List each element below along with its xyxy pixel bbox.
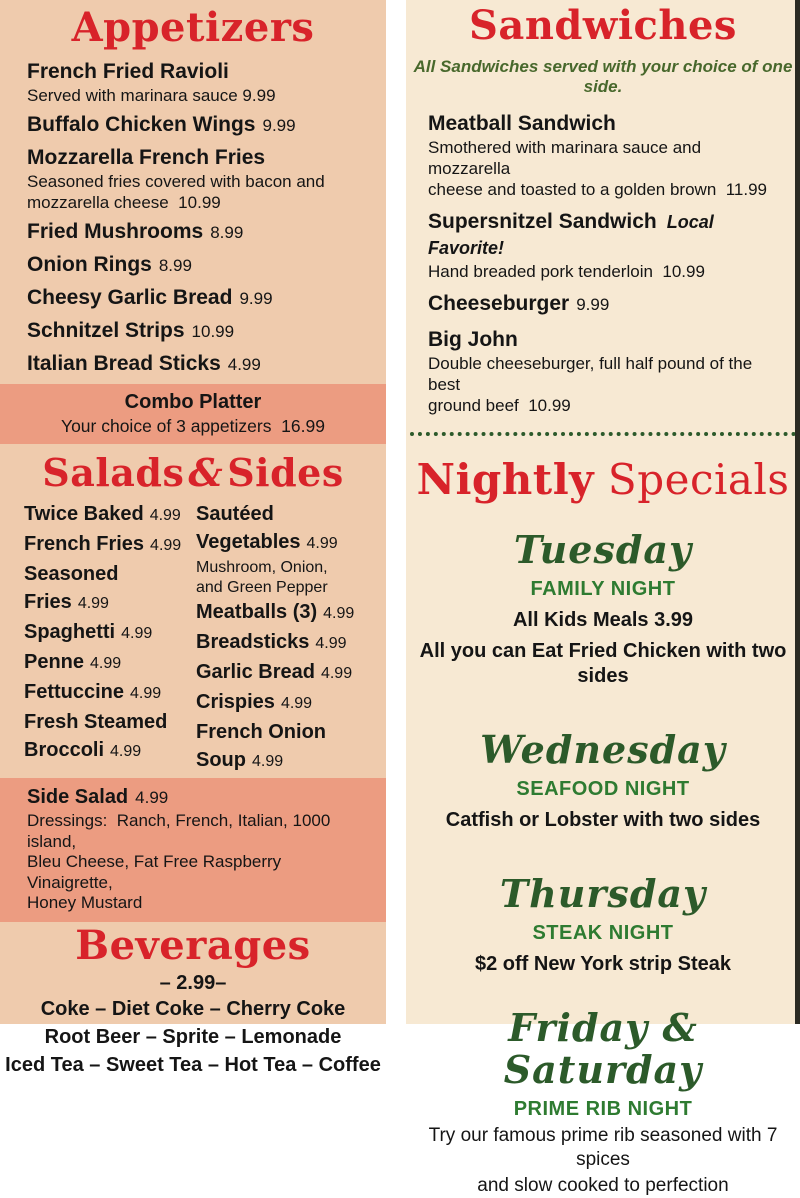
item-price: 4.99 xyxy=(150,537,182,555)
ampersand: & xyxy=(188,449,224,495)
combo-title: Combo Platter xyxy=(124,390,262,413)
item-name: Cheesy Garlic Bread xyxy=(27,285,233,309)
item-name: Fettuccine xyxy=(24,681,125,704)
menu-item xyxy=(24,648,196,678)
side-salad-banner xyxy=(0,778,386,922)
item-name: Cheeseburger xyxy=(428,291,570,315)
item-price: 4.99 xyxy=(121,625,153,643)
item-name: Spaghetti xyxy=(24,621,116,644)
menu-item xyxy=(27,318,370,345)
item-name: French Onion Soup xyxy=(196,721,326,772)
menu-item xyxy=(24,618,196,648)
item-desc: mozzarella cheese 10.99 xyxy=(27,192,221,212)
menu-item xyxy=(428,111,782,200)
special-line: Catfish or Lobster with two sides xyxy=(445,808,761,831)
item-price: 4.99 xyxy=(252,753,284,771)
item-name: Mozzarella French Fries xyxy=(27,145,266,169)
day-name: Friday & Saturday xyxy=(503,1004,703,1092)
item-name: Side Salad xyxy=(27,786,129,809)
right-menu-panel xyxy=(406,0,800,1196)
item-price: 4.99 xyxy=(110,743,142,761)
dotted-divider xyxy=(410,432,796,436)
item-name: Big John xyxy=(428,327,518,351)
appetizers-title: Appetizers xyxy=(71,4,315,51)
salads-col-1 xyxy=(24,500,196,776)
item-name: Seasoned Fries xyxy=(24,563,119,614)
item-name: Sautéed Vegetables xyxy=(196,503,301,554)
menu-item xyxy=(24,500,196,530)
item-name: Twice Baked xyxy=(24,503,144,526)
special-line: All you can Eat Fried Chicken with two sides xyxy=(419,639,787,687)
sandwiches-section xyxy=(406,4,800,436)
panel-gutter xyxy=(386,0,406,1024)
item-desc: ground beef 10.99 xyxy=(428,395,571,415)
menu-item xyxy=(428,327,782,416)
item-price: 4.99 xyxy=(320,665,353,683)
menu-item xyxy=(196,658,374,688)
item-price: 4.99 xyxy=(135,788,169,808)
salads-title-word1: Salads xyxy=(42,449,185,495)
night-label: SEAFOOD NIGHT xyxy=(516,777,690,800)
menu-item xyxy=(27,59,370,106)
left-menu-panel xyxy=(0,0,386,1076)
item-desc: Mushroom, Onion, xyxy=(196,559,328,577)
item-price: 8.99 xyxy=(210,222,244,242)
day-block xyxy=(406,726,800,833)
menu-item xyxy=(196,718,374,776)
item-desc: Bleu Cheese, Fat Free Raspberry Vinaigrette, xyxy=(27,852,286,892)
menu-item xyxy=(428,291,782,318)
appetizers-section xyxy=(0,6,386,444)
special-line: All Kids Meals 3.99 xyxy=(512,608,694,631)
item-name: Crispies xyxy=(196,691,275,714)
item-desc: Seasoned fries covered with bacon and xyxy=(27,171,325,191)
menu-item xyxy=(196,688,374,718)
special-line: and slow cooked to perfection xyxy=(477,1174,729,1196)
item-desc: and Green Pepper xyxy=(196,579,328,597)
menu-item xyxy=(27,252,370,279)
item-price: 9.99 xyxy=(262,115,296,135)
item-name: French Fried Ravioli xyxy=(27,59,229,83)
salads-section xyxy=(0,449,386,922)
beverages-title: Beverages xyxy=(75,921,311,969)
day-name: Thursday xyxy=(499,870,707,916)
item-desc: cheese and toasted to a golden brown 11.99 xyxy=(428,179,767,199)
menu-item xyxy=(196,628,374,658)
item-name: Supersnitzel Sandwich xyxy=(428,209,657,233)
special-line: Try our famous prime rib seasoned with 7 spices xyxy=(428,1124,778,1170)
item-price: 4.99 xyxy=(130,685,162,703)
item-desc: Honey Mustard xyxy=(27,893,143,913)
item-price: 4.99 xyxy=(149,507,181,525)
item-price: 4.99 xyxy=(280,695,313,713)
beverage-line: Coke – Diet Coke – Cherry Coke xyxy=(40,997,346,1020)
item-name: Penne xyxy=(24,651,85,674)
menu-item xyxy=(24,708,196,766)
item-price: 8.99 xyxy=(158,255,192,275)
salads-title xyxy=(0,449,386,495)
specials-title-light: Specials xyxy=(594,454,790,504)
day-name: Tuesday xyxy=(513,526,693,572)
day-block xyxy=(406,870,800,977)
item-price: 10.99 xyxy=(191,321,235,341)
item-price: 9.99 xyxy=(239,288,273,308)
item-name: Italian Bread Sticks xyxy=(27,351,221,375)
item-name: French Fries xyxy=(24,533,145,556)
item-name: Breadsticks xyxy=(196,631,310,654)
combo-platter-banner xyxy=(0,384,386,444)
item-price: 4.99 xyxy=(90,655,122,673)
item-desc: Double cheeseburger, full half pound of the best xyxy=(428,353,757,394)
sandwiches-note: All Sandwiches served with your choice of one side. xyxy=(413,56,793,96)
item-price: 4.99 xyxy=(77,595,109,613)
specials-title-bold: Nightly xyxy=(416,454,595,504)
item-price: 9.99 xyxy=(576,294,610,314)
item-name: Garlic Bread xyxy=(196,661,315,684)
menu-item xyxy=(24,678,196,708)
item-price: 4.99 xyxy=(315,635,347,653)
menu-item xyxy=(196,598,374,628)
sandwiches-title: Sandwiches xyxy=(469,2,737,49)
menu-item xyxy=(428,209,782,282)
salads-col-2 xyxy=(196,500,374,776)
night-label: STEAK NIGHT xyxy=(532,921,674,944)
combo-desc: Your choice of 3 appetizers 16.99 xyxy=(61,415,325,436)
item-name: Meatballs (3) xyxy=(196,601,318,624)
item-name: Fried Mushrooms xyxy=(27,219,204,243)
beverage-line: Iced Tea – Sweet Tea – Hot Tea – Coffee xyxy=(5,1053,381,1076)
item-name: Fresh Steamed Broccoli xyxy=(24,711,168,762)
night-label: FAMILY NIGHT xyxy=(530,577,676,600)
specials-section xyxy=(406,456,800,1198)
item-price: 4.99 xyxy=(323,605,355,623)
item-desc: Dressings: Ranch, French, Italian, 1000 island, xyxy=(27,811,336,851)
photo-edge-strip xyxy=(795,0,800,1024)
item-price: 4.99 xyxy=(306,535,338,553)
salads-grid xyxy=(0,500,386,776)
item-name: Schnitzel Strips xyxy=(27,318,185,342)
menu-item xyxy=(196,500,374,598)
item-desc: Smothered with marinara sauce and mozzarella xyxy=(428,137,706,178)
day-block xyxy=(406,1004,800,1198)
local-favorite-tag: Local Favorite! xyxy=(428,211,714,258)
item-desc: Hand breaded pork tenderloin 10.99 xyxy=(428,261,705,281)
beverages-section xyxy=(0,921,386,1079)
day-block xyxy=(406,526,800,689)
day-name: Wednesday xyxy=(480,726,726,772)
night-label: PRIME RIB NIGHT xyxy=(513,1097,693,1120)
item-desc: Served with marinara sauce 9.99 xyxy=(27,85,276,105)
salads-title-word2: Sides xyxy=(227,449,344,495)
special-line: $2 off New York strip Steak xyxy=(474,952,731,975)
menu-item xyxy=(27,145,370,213)
menu-item xyxy=(27,351,370,378)
item-price: 4.99 xyxy=(227,354,261,374)
item-name: Meatball Sandwich xyxy=(428,111,616,135)
menu-item xyxy=(27,112,370,139)
item-name: Buffalo Chicken Wings xyxy=(27,112,256,136)
specials-title xyxy=(406,456,800,503)
item-name: Onion Rings xyxy=(27,252,152,276)
menu-item xyxy=(24,530,196,560)
menu-item xyxy=(24,560,196,618)
menu-item xyxy=(27,285,370,312)
menu-item xyxy=(27,219,370,246)
beverages-price: – 2.99– xyxy=(159,971,227,994)
beverage-line: Root Beer – Sprite – Lemonade xyxy=(44,1025,342,1048)
